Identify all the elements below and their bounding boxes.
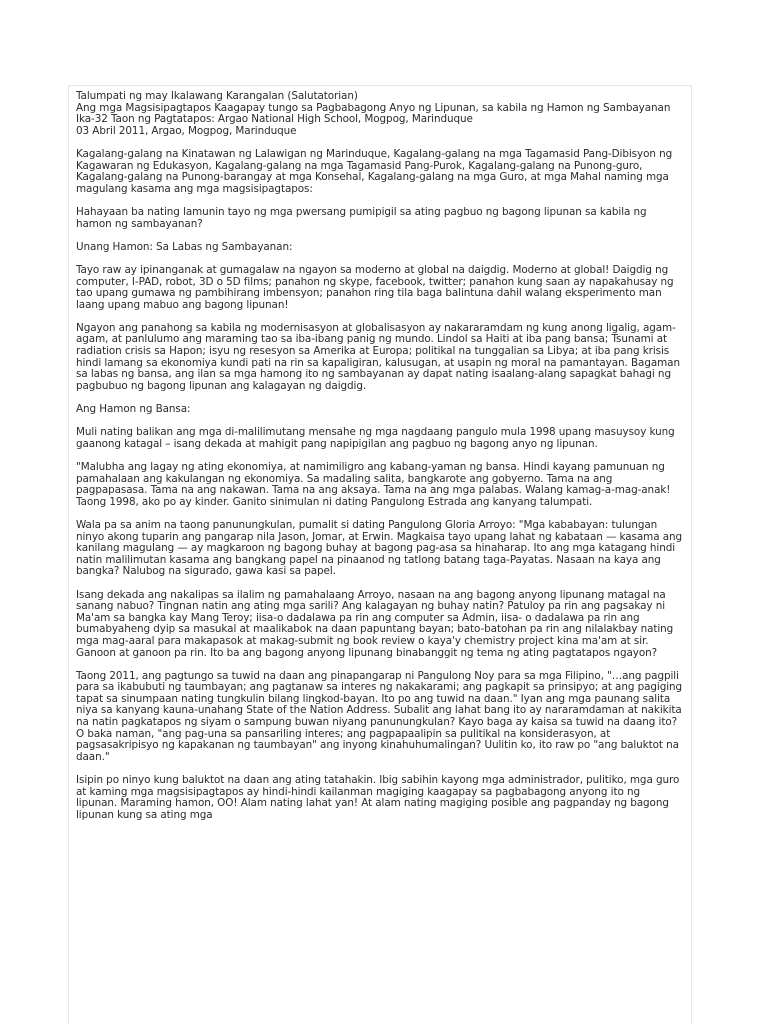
document-page	[68, 85, 692, 1024]
paragraph: Muli nating balikan ang mga di-malilimutang mensahe ng mga nagdaang pangulo mula 1998 upang masuysoy kung gaanong katagal – isang dekada at mahigit pang napipigilan ang pagbuo ng bagong anyo ng lipunan.	[76, 426, 675, 450]
paragraph-question: Hahayaan ba nating lamunin tayo ng mga pwersang pumipigil sa ating pagbuo ng bagong lipunan sa kabila ng hamon ng sambayanan?	[76, 205, 647, 230]
speech-theme: Ang mga Magsisipagtapos Kaagapay tungo sa Pagbabagong Anyo ng Lipunan, sa kabila ng Hamon ng Sambayanan	[76, 101, 671, 114]
speech-title: Talumpati ng may Ikalawang Karangalan (Salutatorian)	[76, 90, 358, 102]
document-body	[76, 91, 684, 833]
section-heading-unang-hamon: Unang Hamon: Sa Labas ng Sambayanan:	[76, 240, 293, 253]
paragraph: Isipin po ninyo kung baluktot na daan ang ating tatahakin. Ibig sabihin kayong mga administrador, pulitiko, mga guro at kaming mga magsisipagtapos ay hindi-hindi kailanman magiging kaagapay sa pagbabagong anyong ito ng lipunan. Maraming hamon, OO! Alam nating lahat yan! At alam nating magiging posible ang pagpanday ng bagong lipunan kung sa ating mga	[76, 774, 680, 821]
paragraph: "Malubha ang lagay ng ating ekonomiya, at namimiligro ang kabang-yaman ng bansa. Hindi kayang pamunuan ng pamahalaan ang kakulangan ng ekonomiya. Sa madaling salita, bangkarote ang gobyerno. Tama na ang pagpapasasa. Tama na ang nakawan. Tama na ang aksaya. Tama na ang mga palabas. Walang kamag-a-mag-anak! Taong 1998, ako po ay kinder. Ganito sinimulan ni dating Pangulong Estrada ang kanyang talumpati.	[76, 461, 671, 508]
paragraph: Ngayon ang panahong sa kabila ng modernisasyon at globalisasyon ay nakararamdam ng kung anong ligalig, agam-agam, at panlulumo ang maraming tao sa iba-ibang panig ng mundo. Lindol sa Haiti at iba pang bansa; Tsunami at radiation crisis sa Hapon; isyu ng resesyon sa Amerika at Europa; politikal na tunggalian sa Libya; at iba pang krisis hindi lamang sa ekonomiya kundi pati na rin sa kapaligiran, kalusugan, at usapin ng moral na pamantayan. Bagaman sa labas ng bansa, ang ilan sa mga hamong ito ng sambayanan ay dapat nating isaalang-alang sapagkat bahagi ng pagbubuo ng bagong lipunan ang kalagayan ng daigdig.	[76, 321, 680, 392]
speech-date: 03 Abril 2011, Argao, Mogpog, Marinduque	[76, 124, 297, 137]
speech-event: Ika-32 Taon ng Pagtatapos: Argao National High School, Mogpog, Marinduque	[76, 113, 473, 126]
paragraph: Wala pa sa anim na taong panunungkulan, pumalit si dating Pangulong Gloria Arroyo: "Mga kababayan: tulungan ninyo akong tuparin ang pangarap nila Jason, Jomar, at Erwin. Magkaisa tayo upang lahat ng kabataan — kasama ang kanilang magulang — ay magkaroon ng bagong buhay at bagong pag-asa sa hinaharap. Ito ang mga katagang hindi natin malilimutan kasama ang bangkang papel na pinaanod ng tatlong batang taga-Payatas. Nasaan na kaya ang bangka? Nalubog na sigurado, gawa kasi sa papel.	[76, 518, 683, 578]
paragraph-salutation: Kagalang-galang na Kinatawan ng Lalawigan ng Marinduque, Kagalang-galang na mga Tagamasid Pang-Dibisyon ng Kagawaran ng Edukasyon, Kagalang-galang na mga Tagamasid Pang-Purok, Kagalang-galang na Punong-guro, Kagalang-galang na Punong-barangay at mga Konsehal, Kagalang-galang na mga Guro, at mga Mahal naming mga magulang kasama ang mga magsisipagtapos:	[76, 147, 673, 195]
paragraph: Taong 2011, ang pagtungo sa tuwid na daan ang pinapangarap ni Pangulong Noy para sa mga Filipino, "…ang pagpili para sa ikabubuti ng taumbayan; ang pagtanaw sa interes ng nakakarami; ang pagkapit sa prinsipyo; at ang pagiging tapat sa sinumpaan nating tungkulin bilang lingkod-bayan. Ito po ang tuwid na daan." Iyan ang mga paunang salita niya sa kanyang kauna-unahang State of the Nation Address. Subalit ang lahat bang ito ay nararamdaman at nakikita na natin pagkatapos ng siyam o sampung buwan niyang panunungkulan? Kayo baga ay kaisa sa tuwid na daang ito? O baka naman, "ang pag-una sa pansariling interes; ang pagpapaalipin sa pulitikal na konsiderasyon, at pagsasakripisyo ng kapakanan ng taumbayan" ang inyong kinahuhumalingan? Uulitin ko, ito raw po "ang baluktot na daan."	[76, 669, 683, 763]
paragraph: Isang dekada ang nakalipas sa ilalim ng pamahalaang Arroyo, nasaan na ang bagong anyong lipunang matagal na sanang nabuo? Tingnan natin ang ating mga sarili? Ang kalagayan ng buhay natin? Patuloy pa rin ang pagsakay ni Ma'am sa bangka kay Mang Teroy; iisa-o dadalawa pa rin ang computer sa Admin, iisa- o dadalawa pa rin ang bumabyaheng dyip sa masukal at maalikabok na daan papuntang bayan; bato-batohan pa rin ang nilalakbay nating mga mag-aaral para makapasok at makag-submit ng book review o kaya'y chemistry project kina ma'am at sir. Ganoon at ganoon pa rin. Ito ba ang bagong anyong lipunang binabanggit ng tema ng ating pagtatapos ngayon?	[76, 588, 674, 659]
document-header	[76, 91, 684, 137]
section-heading-hamon-ng-bansa: Ang Hamon ng Bansa:	[76, 403, 191, 416]
paragraph: Tayo raw ay ipinanganak at gumagalaw na ngayon sa moderno at global na daigdig. Moderno at global! Daigdig ng computer, I-PAD, robot, 3D o 5D films; panahon ng skype, facebook, twitter; panahon kung saan ay napakahusay ng tao upang gumawa ng pambihirang imbensyon; panahon ring tila baga balintuna dahil walang eksperimento man laang upang mabuo ang bagong lipunan!	[76, 263, 674, 311]
